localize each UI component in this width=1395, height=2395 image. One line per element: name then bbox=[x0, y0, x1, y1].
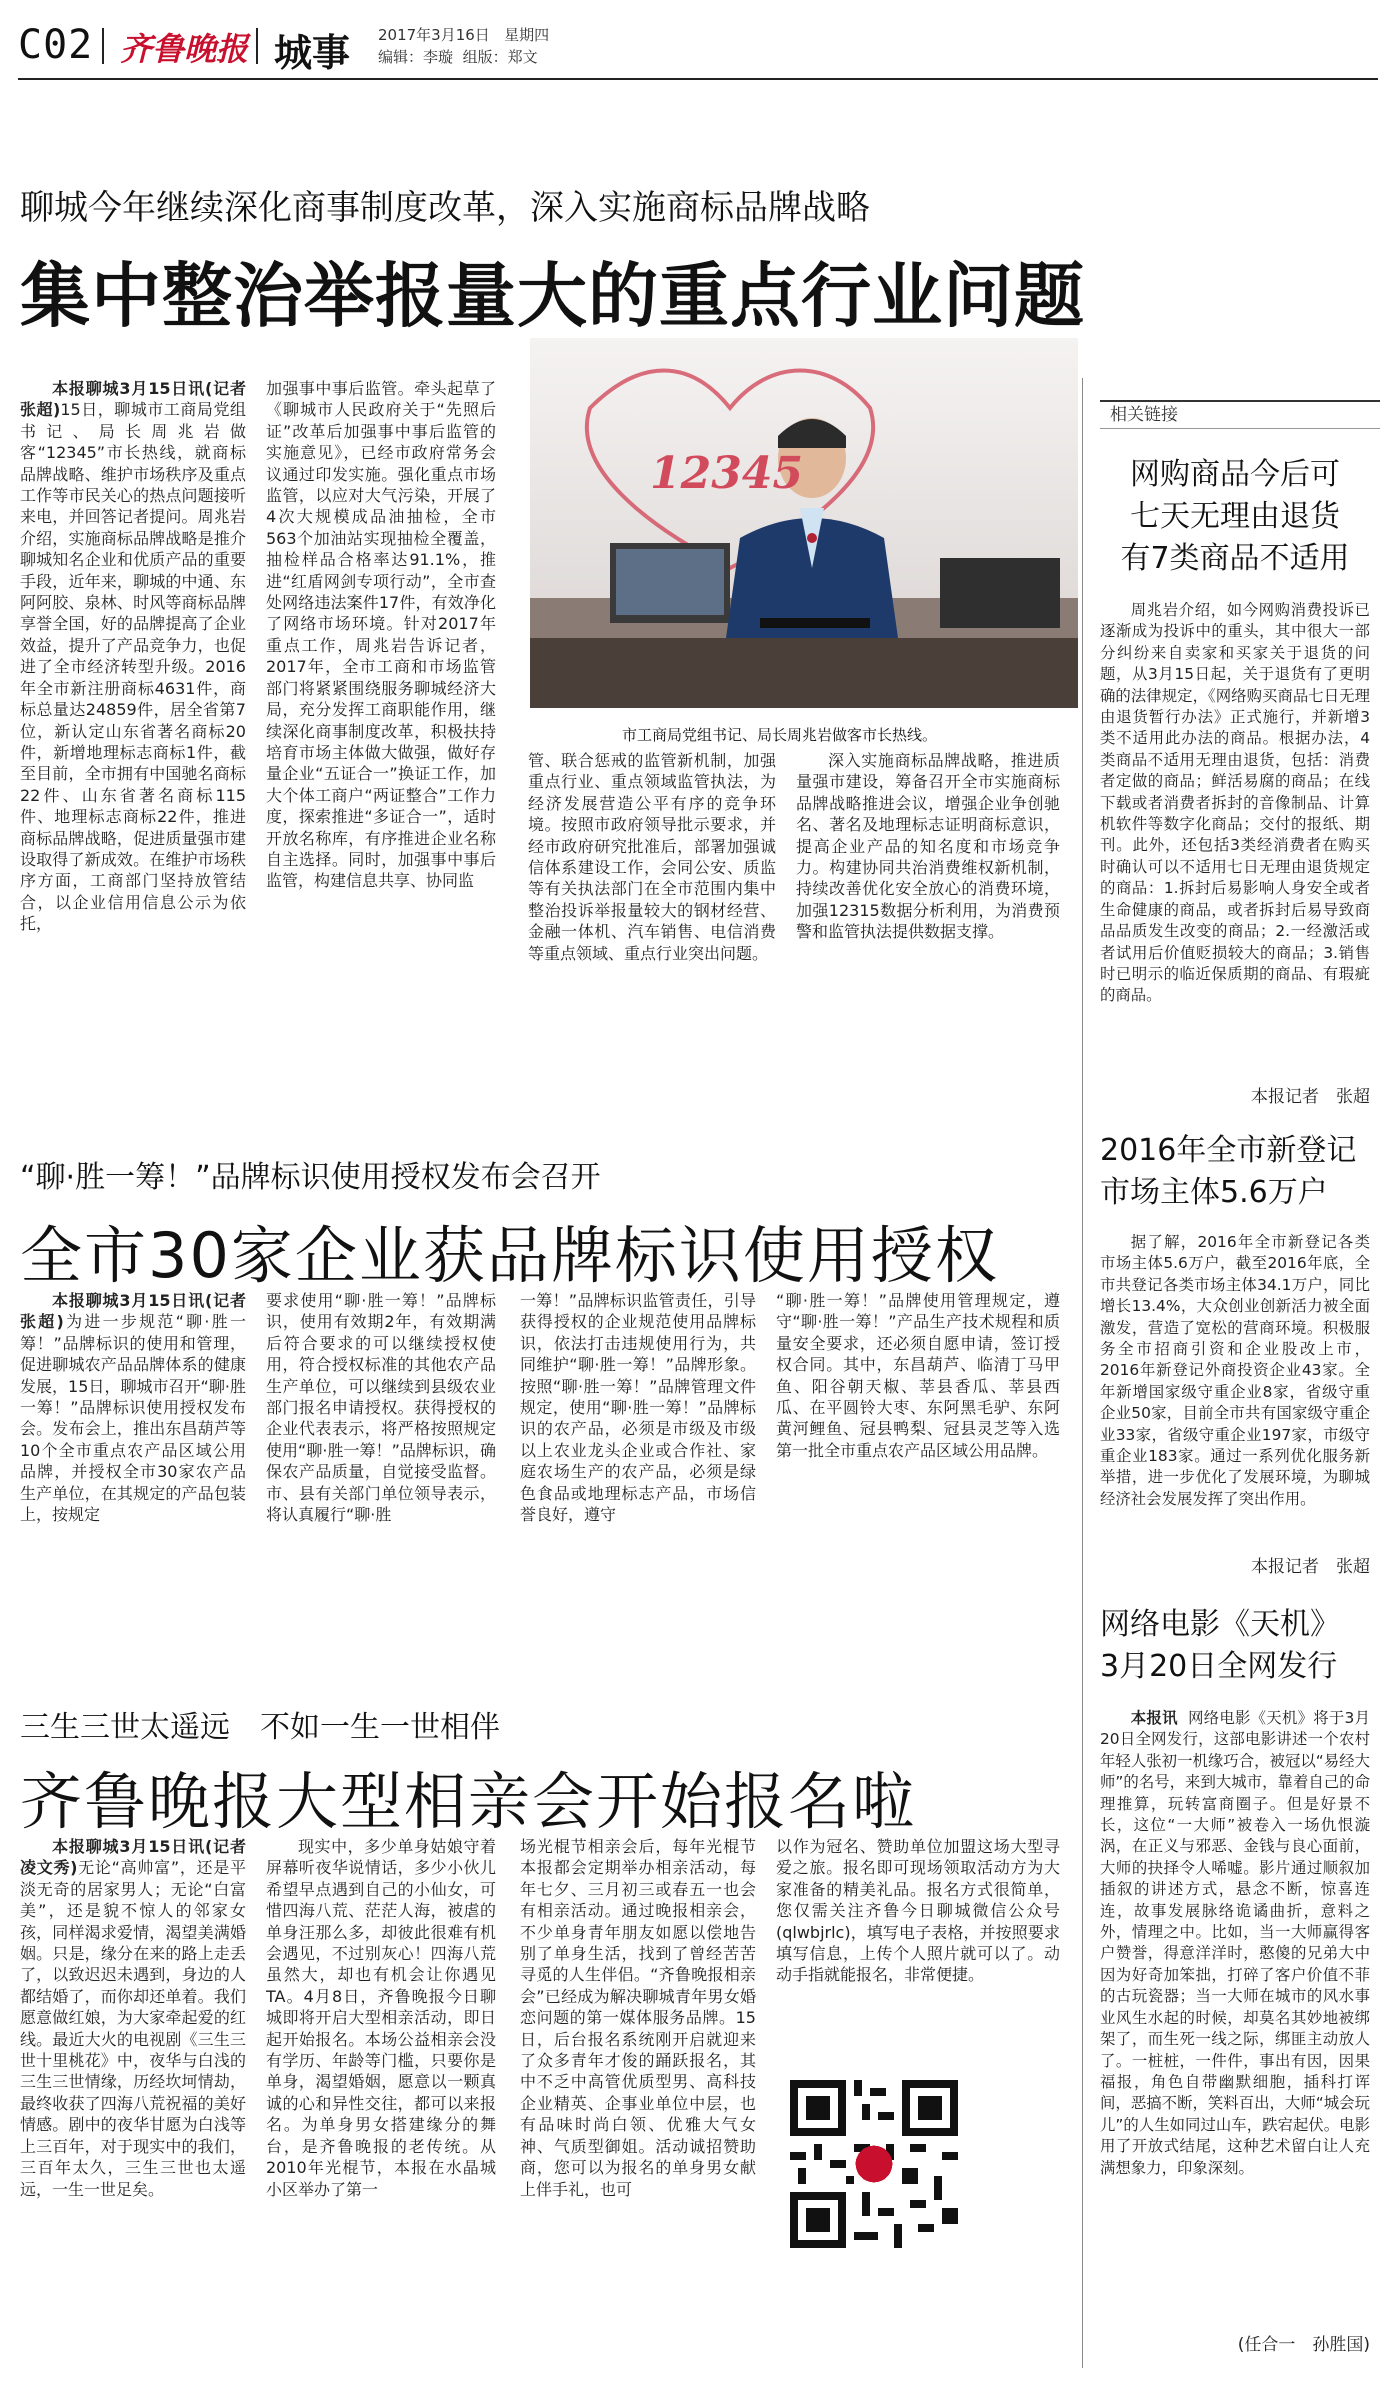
story3-dateline: 本报聊城3月15日讯(记者 凌文秀) bbox=[20, 1837, 246, 1878]
rail-item2-body bbox=[1100, 1232, 1370, 1544]
story2-text-4: “聊·胜一筹！”品牌使用管理规定，遵守“聊·胜一筹！”产品生产技术规程和质量安全要求，还必须自愿申请，签订授权合同。其中，东昌葫芦、临清丁马甲鱼、阳谷朝天椒、莘县香瓜、莘县西瓜、在平圆铃大枣、东阿黑毛驴、东阿黄河鲤鱼、冠县鸭梨、冠县灵芝等入选第一批全市重点农产品区域公用品牌。 bbox=[776, 1291, 1060, 1460]
rail-item1-signoff: 本报记者 张超 bbox=[1251, 1087, 1370, 1107]
story1-text-3: 管、联合惩戒的监管新机制，加强重点行业、重点领域监管执法，为经济发展营造公平有序的竞争环境。按照市政府领导批示要求，并经市政府研究批准后，部署加强诚信体系建设工作，会同公安、质监等有关执法部门在全市范围内集中整治投诉举报量较大的钢材经营、金融一体机、汽车销售、电信消费等重点领域、重点行业突出问题。 bbox=[528, 751, 776, 963]
related-links-tag bbox=[1100, 400, 1380, 429]
rail-item3-body bbox=[1100, 1708, 1370, 2320]
story3-kicker: 三生三世太遥远 不如一生一世相伴 bbox=[20, 1710, 500, 1745]
story2-headline: 全市30家企业获品牌标识使用授权 bbox=[20, 1219, 999, 1292]
story1-text-2: 加强事中事后监管。牵头起草了《聊城市人民政府关于“先照后证”改革后加强事中事后监管的实施意见》，已经市政府常务会议通过印发实施。强化重点市场监管，以应对大气污染，开展了4次大规模成品油抽检，全市563个加油站实现抽检全覆盖，抽检样品合格率达91.1%，推进“红盾网剑专项行动”，全市查处网络违法案件17件，有效净化了网络市场环境。针对2017年重点工作，周兆岩告诉记者，2017年，全市工商和市场监管部门将紧紧围绕服务聊城经济大局，充分发挥工商职能作用，继续深化商事制度改革，积极扶持培育市场主体做大做强，做好存量企业“五证合一”换证工作，加大个体工商户“两证整合”工作力度，探索推进“多证合一”，适时开放名称库，有序推进企业名称自主选择。同时，加强事中事后监管，构建信息共享、协同监 bbox=[266, 379, 496, 891]
related-links-label: 相关链接 bbox=[1110, 405, 1178, 425]
story1-headline: 集中整治举报量大的重点行业问题 bbox=[20, 255, 1085, 337]
rail-item3-headline bbox=[1100, 1604, 1370, 1688]
newspaper-brand-logo: 齐鲁晚报 bbox=[120, 30, 249, 68]
hotline-logo-text: 12345 bbox=[650, 448, 804, 499]
rail-item3-dateline: 本报讯 bbox=[1130, 1709, 1178, 1727]
story2-column-3 bbox=[520, 1290, 756, 1670]
rail-item1-headline-line: 网购商品今后可 bbox=[1130, 457, 1340, 492]
story2-column-4 bbox=[776, 1290, 1060, 1670]
story2-dateline: 本报聊城3月15日讯(记者 张超) bbox=[20, 1291, 246, 1332]
story3-headline: 齐鲁晚报大型相亲会开始报名啦 bbox=[20, 1765, 917, 1838]
story1-photo bbox=[530, 338, 1078, 708]
story2-text-2: 要求使用“聊·胜一筹！”品牌标识，使用有效期2年，有效期满后符合要求的可以继续授权使用，符合授权标准的其他农产品生产单位，可以继续到县级农业部门报名申请授权。获得授权的企业代表表示，将严格按照规定使用“聊·胜一筹！”品牌标识，确保农产品质量，自觉接受监督。市、县有关部门单位领导表示，将认真履行“聊·胜 bbox=[266, 1291, 496, 1525]
story1-text-1: 15日，聊城市工商局党组书记、局长周兆岩做客“12345”市长热线，就商标品牌战略、维护市场秩序及重点工作等市民关心的热点问题接听来电，并回答记者提问。周兆岩介绍，实施商标品牌战略是推介聊城知名企业和优质产品的重要手段，近年来，聊城的中通、东阿阿胶、泉林、时风等商标品牌享誉全国，好的品牌提高了企业效益，提升了产品竞争力，也促进了全市经济转型升级。2016年全市新注册商标4631件，商标总量达24859件，居全省第7位，新认定山东省著名商标20件，新增地理标志商标1件，截至目前，全市拥有中国驰名商标22件、山东省著名商标115件、地理标志商标22件，推进商标品牌战略，促进质量强市建设取得了新成效。在维护市场秩序方面，工商部门坚持放管结合，以企业信用信息公示为依托， bbox=[20, 400, 246, 934]
rail-item1-headline bbox=[1100, 454, 1370, 580]
story3-column-3 bbox=[520, 1836, 756, 2356]
story2-kicker: “聊·胜一筹！”品牌标识使用授权发布会召开 bbox=[20, 1160, 601, 1195]
story1-text-4: 深入实施商标品牌战略，推进质量强市建设，筹备召开全市实施商标品牌战略推进会议，增强企业争创驰名、著名及地理标志证明商标意识，提高企业产品的知名度和市场竞争力。构建协同共治消费维权新机制，持续改善优化安全放心的消费环境，加强12315数据分析利用，为消费预警和监管执法提供数据支撑。 bbox=[796, 751, 1060, 942]
story3-column-1 bbox=[20, 1836, 246, 2356]
rail-item3-headline-line: 网络电影《天机》 bbox=[1100, 1607, 1340, 1642]
story3-text-1: 无论“高帅富”，还是平淡无奇的居家男人；无论“白富美”，还是貌不惊人的邻家女孩，同样渴求爱情，渴望美满婚姻。只是，缘分在来的路上走丢了，以致迟迟未遇到，身边的人都结婚了，而你却还单着。我们愿意做红娘，为大家牵起爱的红线。最近大火的电视剧《三生三世十里桃花》中，夜华与白浅的三生三世情缘，历经坎坷情劫，最终收获了四海八荒祝福的美好情感。剧中的夜华甘愿为白浅等上三百年，对于现实中的我们，三百年太久，三生三世也太遥远，一生一世足矣。 bbox=[20, 1858, 246, 2199]
editor: 编辑：李璇 bbox=[378, 48, 454, 66]
weekday: 星期四 bbox=[504, 26, 550, 44]
story1-column-3 bbox=[528, 750, 776, 1090]
story3-column-4 bbox=[776, 1836, 1060, 2072]
story3-column-2 bbox=[266, 1836, 496, 2356]
rail-item3-text: 网络电影《天机》将于3月20日全网发行，这部电影讲述一个农村年轻人张初一机缘巧合，被冠以“易经大师”的名号，来到大城市，靠着自己的命理推算，玩转富商圈子。但是好景不长，这位“一大师”被卷入一场仇恨漩涡，在正义与邪恶、金钱与良心面前，大师的抉择令人唏嘘。影片通过顺叙加插叙的讲述方式，悬念不断，惊喜连连，故事发展脉络诡谲曲折，意料之外，情理之中。比如，当一大师赢得客户赞誉，得意洋洋时，憨傻的兄弟大中因为好奇加笨拙，打碎了客户价值不菲的古玩瓷器；当一大师在城市的风水事业风生水起的时候，却莫名其妙地被绑架了，而生死一线之际，绑匪主动放人了。一桩桩，一件件，事出有因，因果福报，角色自带幽默细胞，插科打诨间，恶搞不断，笑料百出，大师“城会玩儿”的人生如同过山车，跌宕起伏。电影用了开放式结尾，这种艺术留白让人充满想象力，印象深刻。 bbox=[1100, 1709, 1370, 2177]
rail-item2-headline bbox=[1100, 1130, 1370, 1214]
issue-date bbox=[378, 24, 549, 45]
date: 2017年3月16日 bbox=[378, 26, 490, 44]
rail-item2-headline-line: 2016年全市新登记 bbox=[1100, 1133, 1357, 1168]
rail-item1-headline-line: 七天无理由退货 bbox=[1130, 499, 1340, 534]
rail-item1-text: 周兆岩介绍，如今网购消费投诉已逐渐成为投诉中的重头，其中很大一部分纠纷来自卖家和买家关于退货的问题，从3月15日起，关于退货有了更明确的法律规定，《网络购买商品七日无理由退货暂行办法》正式施行，并新增3类不适用此办法的商品。根据办法，4类商品不适用无理由退货，包括：消费者定做的商品；鲜活易腐的商品；在线下载或者消费者拆封的音像制品、计算机软件等数字化商品；交付的报纸、期刊。此外，还包括3类经消费者在购买时确认可以不适用七日无理由退货规定的商品：1.拆封后易影响人身安全或者生命健康的商品，或者拆封后易导致商品品质发生改变的商品；2.一经激活或者试用后价值贬损较大的商品；3.销售时已明示的临近保质期的商品、有瑕疵的商品。 bbox=[1100, 601, 1370, 1005]
photo-caption: 市工商局党组书记、局长周兆岩做客市长热线。 bbox=[622, 726, 938, 744]
story3-text-3: 场光棍节相亲会后，每年光棍节本报都会定期举办相亲活动，每年七夕、三月初三或春五一也会有相亲活动。通过晚报相亲会，不少单身青年朋友如愿以偿地告别了单身生活，找到了曾经苦苦寻觅的人生伴侣。“齐鲁晚报相亲会”已经成为解决聊城青年男女婚恋问题的第一媒体服务品牌。15日，后台报名系统刚开启就迎来了众多青年才俊的踊跃报名，其中不乏中高管优质型男、高科技企业精英、企事业单位中层，也有品味时尚白领、优雅大气女神、气质型御姐。活动诚招赞助商，您可以为报名的单身男女献上伴手礼，也可 bbox=[520, 1837, 756, 2199]
rail-item3-headline-line: 3月20日全网发行 bbox=[1100, 1649, 1338, 1684]
rail-item2-text: 据了解，2016年全市新登记各类市场主体5.6万户，截至2016年底，全市共登记各类市场主体34.1万户，同比增长13.4%，大众创业创新活力被全面激发，营造了宽松的营商环境。积极服务全市招商引资和企业股改上市，2016年新登记外商投资企业43家。全年新增国家级守重企业8家，省级守重企业50家，目前全市共有国家级守重企业33家，省级守重企业197家，市级守重企业183家。通过一系列优化服务新举措，进一步优化了发展环境，为聊城经济社会发展发挥了突出作用。 bbox=[1100, 1233, 1370, 1508]
rail-item1-headline-line: 有7类商品不适用 bbox=[1120, 541, 1350, 576]
story1-column-1 bbox=[20, 378, 246, 1090]
wechat-qr-code bbox=[790, 2080, 958, 2248]
story3-text-4: 以作为冠名、赞助单位加盟这场大型寻爱之旅。报名即可现场领取活动方为大家准备的精美礼品。报名方式很简单，您仅需关注齐鲁今日聊城微信公众号(qlwbjrlc)，填写电子表格，并按照要求填写信息，上传个人照片就可以了。动动手指就能报名，非常便捷。 bbox=[776, 1837, 1060, 1985]
rail-item2-signoff: 本报记者 张超 bbox=[1251, 1557, 1370, 1577]
credits bbox=[378, 46, 538, 67]
story3-text-2: 现实中，多少单身姑娘守着屏幕听夜华说情话，多少小伙儿希望早点遇到自己的小仙女，可惜四海八荒、茫茫人海，被虐的单身汪那么多，却彼此很难有机会遇见，不过别灰心！四海八荒虽然大，却也有机会让你遇见TA。4月8日，齐鲁晚报今日聊城即将开启大型相亲活动，即日起开始报名。本场公益相亲会没有学历、年龄等门槛，只要你是单身，渴望婚姻，愿意以一颗真诚的心和异性交往，都可以来报名。为单身男女搭建缘分的舞台，是齐鲁晚报的老传统。从2010年光棍节，本报在水晶城小区举办了第一 bbox=[266, 1837, 496, 2199]
story1-kicker: 聊城今年继续深化商事制度改革，深入实施商标品牌战略 bbox=[20, 188, 870, 228]
story2-column-2 bbox=[266, 1290, 496, 1670]
section-title: 城事 bbox=[274, 31, 351, 75]
rail-item3-signoff: (任合一 孙胜国) bbox=[1237, 2335, 1370, 2355]
story2-text-3: 一筹！”品牌标识监管责任，引导获得授权的企业规范使用品牌标识，依法打击违规使用行为，共同维护“聊·胜一筹！”品牌形象。按照“聊·胜一筹！”品牌管理文件规定，使用“聊·胜一筹！”品牌标识的农产品，必须是市级及市级以上农业龙头企业或合作社、家庭农场生产的农产品，必须是绿色食品或地理标志产品，市场信誉良好，遵守 bbox=[520, 1291, 756, 1525]
story1-dateline: 本报聊城3月15日讯(记者 张超) bbox=[20, 379, 246, 420]
story2-text-1: 为进一步规范“聊·胜一筹！”品牌标识的使用和管理，促进聊城农产品品牌体系的健康发展，15日，聊城市召开“聊·胜一筹！”品牌标识使用授权发布会。发布会上，推出东昌葫芦等10个全市重点农产品区域公用品牌，并授权全市30家农产品生产单位，在其规定的产品包装上，按规定 bbox=[20, 1312, 246, 1525]
press-conference-photo bbox=[530, 338, 1078, 708]
layout-credit: 组版：郑文 bbox=[462, 48, 538, 66]
story1-column-4 bbox=[796, 750, 1060, 1090]
rail-item1-body bbox=[1100, 600, 1370, 1072]
rail-item2-headline-line: 市场主体5.6万户 bbox=[1100, 1175, 1328, 1210]
story1-column-2 bbox=[266, 378, 496, 1090]
page-number: C02 bbox=[18, 22, 94, 68]
story2-column-1 bbox=[20, 1290, 246, 1670]
